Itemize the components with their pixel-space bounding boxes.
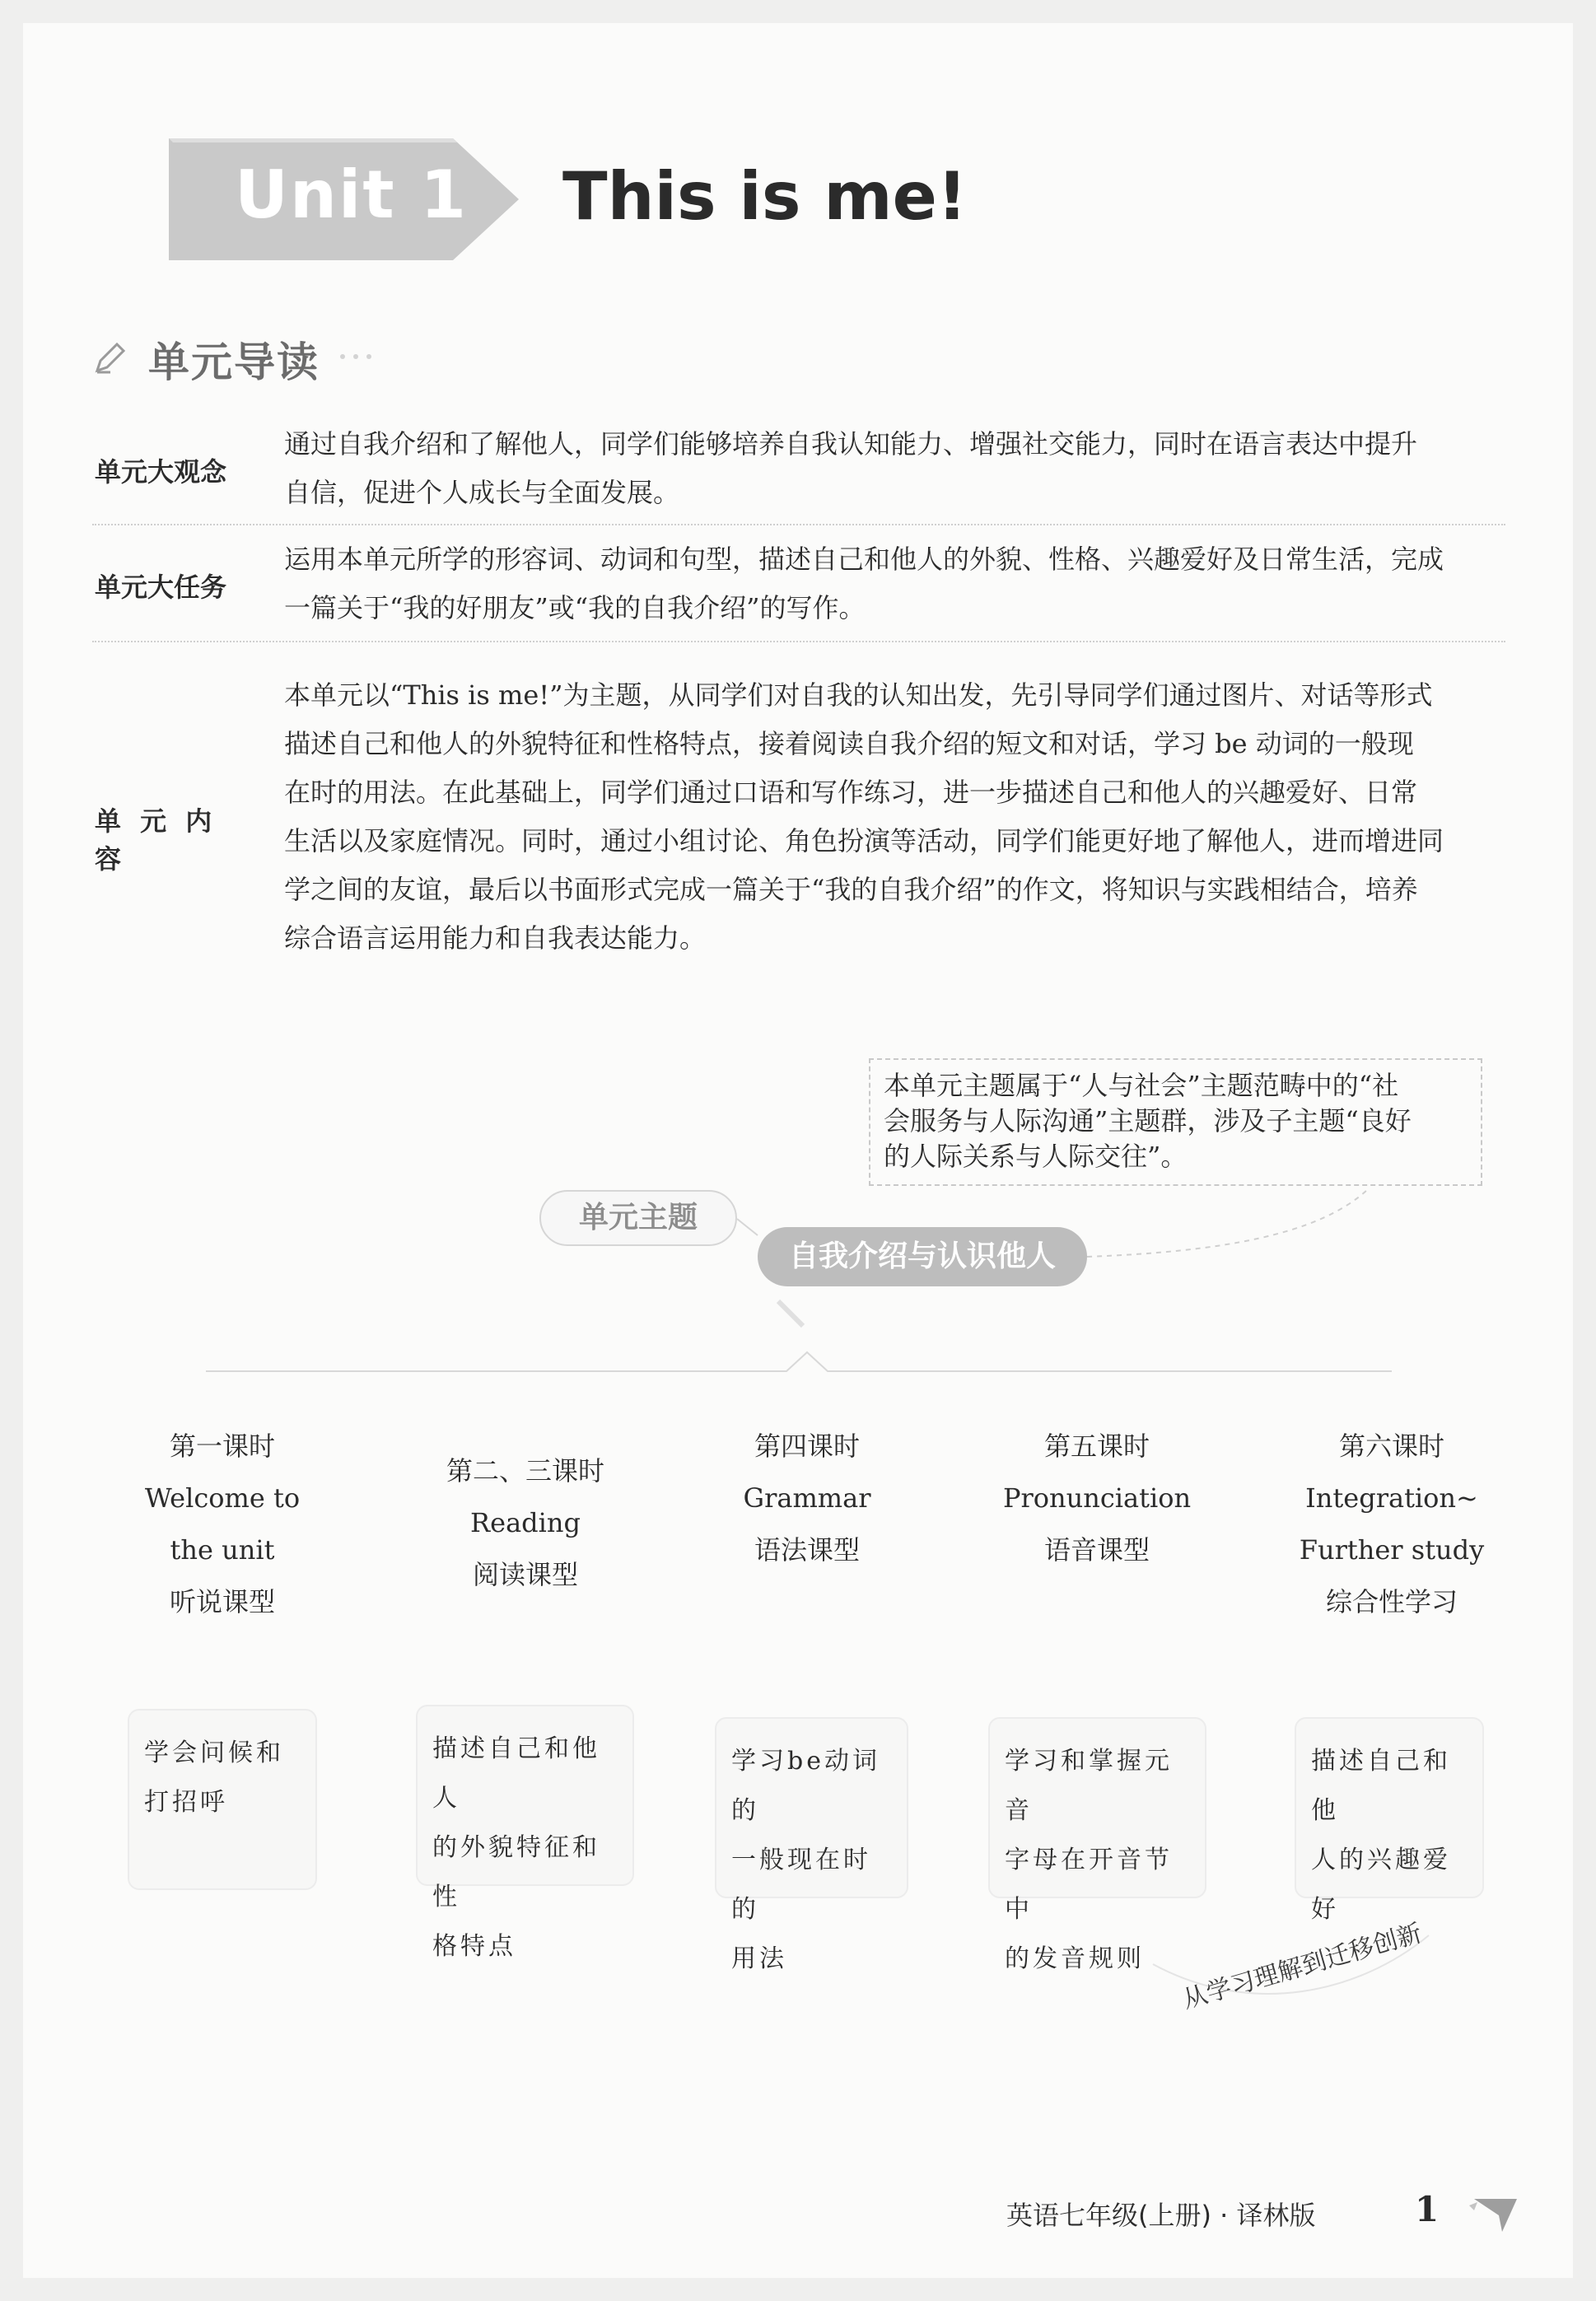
goal-card xyxy=(988,1717,1206,1973)
goal-line: 描述自己和他 xyxy=(1311,1747,1451,1825)
text-line: 运用本单元所学的形容词、动词和句型，描述自己和他人的外貌、性格、兴趣爱好及日常生活，完成 xyxy=(284,544,1444,575)
theme-name-banner: 自我介绍与认识他人 xyxy=(758,1227,1087,1286)
pencil-icon xyxy=(92,339,128,376)
text-line: 学之间的友谊，最后以书面形式完成一篇关于“我的自我介绍”的作文，将知识与实践相结合，培养 xyxy=(284,874,1418,905)
lesson-line: 第六课时 xyxy=(1338,1431,1444,1462)
note-line: 会服务与人际沟通”主题群，涉及子主题“良好 xyxy=(884,1105,1412,1136)
text-line: 自信，促进个人成长与全面发展。 xyxy=(284,477,680,508)
row-text-content xyxy=(284,671,1503,963)
lesson-line: 语法课型 xyxy=(754,1534,860,1566)
lesson-line: Grammar xyxy=(743,1482,871,1514)
lesson-line: Pronunciation xyxy=(1002,1482,1192,1514)
goal-line: 人的兴趣爱好 xyxy=(1311,1846,1451,1924)
lesson-line: 语音课型 xyxy=(1043,1534,1150,1566)
theme-note xyxy=(869,1058,1482,1186)
note-line: 本单元主题属于“人与社会”主题范畴中的“社 xyxy=(884,1070,1399,1101)
goal-line: 学习be动词的 xyxy=(731,1747,880,1825)
goal-card xyxy=(128,1709,317,1890)
goal-card xyxy=(1295,1717,1484,1924)
corner-arrow-icon xyxy=(1466,2191,1524,2240)
goal-line: 的外貌特征和性 xyxy=(432,1833,600,1911)
goal-line: 描述自己和他人 xyxy=(432,1734,600,1813)
divider xyxy=(92,641,1505,642)
lesson-4 xyxy=(671,1421,943,1576)
lesson-6 xyxy=(1256,1421,1528,1628)
text-line: 在时的用法。在此基础上，同学们通过口语和写作练习，进一步描述自己和他人的兴趣爱好、日常 xyxy=(284,777,1418,808)
lesson-2-3 xyxy=(390,1445,661,1601)
text-line: 描述自己和他人的外貌特征和性格特点，接着阅读自我介绍的短文和对话，学习 be 动词的一般现 xyxy=(284,728,1414,759)
lesson-line: Welcome to xyxy=(144,1482,301,1514)
unit-label: Unit 1 xyxy=(235,156,469,233)
lesson-line: 阅读课型 xyxy=(472,1559,578,1590)
text-line: 生活以及家庭情况。同时，通过小组讨论、角色扮演等活动，同学们能更好地了解他人，进而增进同 xyxy=(284,825,1444,856)
lesson-1 xyxy=(86,1421,358,1628)
text-line: 本单元以“This is me!”为主题，从同学们对自我的认知出发，先引导同学们通过图片、对话等形式 xyxy=(284,679,1433,711)
goal-line: 用法 xyxy=(731,1944,787,1973)
goal-line: 格特点 xyxy=(432,1932,516,1961)
lesson-line: 第一课时 xyxy=(169,1431,275,1462)
theme-label: 单元主题 xyxy=(539,1190,737,1246)
lesson-line: 听说课型 xyxy=(169,1586,275,1617)
goal-card xyxy=(416,1705,634,1961)
goal-line: 一般现在时的 xyxy=(731,1846,871,1924)
text-line: 综合语言运用能力和自我表达能力。 xyxy=(284,922,707,954)
row-label-big-task: 单元大任务 xyxy=(95,572,227,603)
row-label-content: 单 元 内 容 xyxy=(95,805,217,875)
text-line: 一篇关于“我的好朋友”或“我的自我介绍”的写作。 xyxy=(284,592,866,623)
row-text-big-task xyxy=(284,535,1503,632)
decorative-dots xyxy=(338,352,387,361)
note-line: 的人际关系与人际交往”。 xyxy=(884,1141,1188,1172)
text-line: 通过自我介绍和了解他人，同学们能够培养自我认知能力、增强社交能力，同时在语言表达中提升 xyxy=(284,428,1418,460)
goal-line: 打招呼 xyxy=(144,1788,228,1817)
lesson-line: 第二、三课时 xyxy=(446,1455,604,1487)
lesson-5 xyxy=(961,1421,1233,1576)
lesson-line: Further study xyxy=(1299,1534,1485,1566)
lesson-line: 第四课时 xyxy=(754,1431,860,1462)
progression-text: 从学习理解到迁移创新 xyxy=(1179,1918,1426,2015)
goal-line: 的发音规则 xyxy=(1005,1944,1145,1973)
row-text-big-idea xyxy=(284,420,1503,517)
page-title: This is me! xyxy=(562,158,968,235)
lesson-line: 综合性学习 xyxy=(1325,1586,1458,1617)
divider xyxy=(92,524,1505,525)
row-label-big-idea: 单元大观念 xyxy=(95,456,227,488)
footer-book-title: 英语七年级(上册) · 译林版 xyxy=(1006,2200,1316,2231)
lesson-line: Reading xyxy=(470,1507,581,1538)
goal-card xyxy=(715,1717,908,1973)
lesson-line: Integration~ xyxy=(1305,1482,1478,1514)
lesson-line: the unit xyxy=(170,1534,275,1566)
goal-line: 学习和掌握元音 xyxy=(1005,1747,1173,1825)
page-number: 1 xyxy=(1415,2189,1440,2229)
goal-line: 字母在开音节中 xyxy=(1005,1846,1173,1924)
lesson-line: 第五课时 xyxy=(1043,1431,1150,1462)
goal-line: 学会问候和 xyxy=(144,1739,284,1767)
section-title: 单元导读 xyxy=(148,338,320,386)
